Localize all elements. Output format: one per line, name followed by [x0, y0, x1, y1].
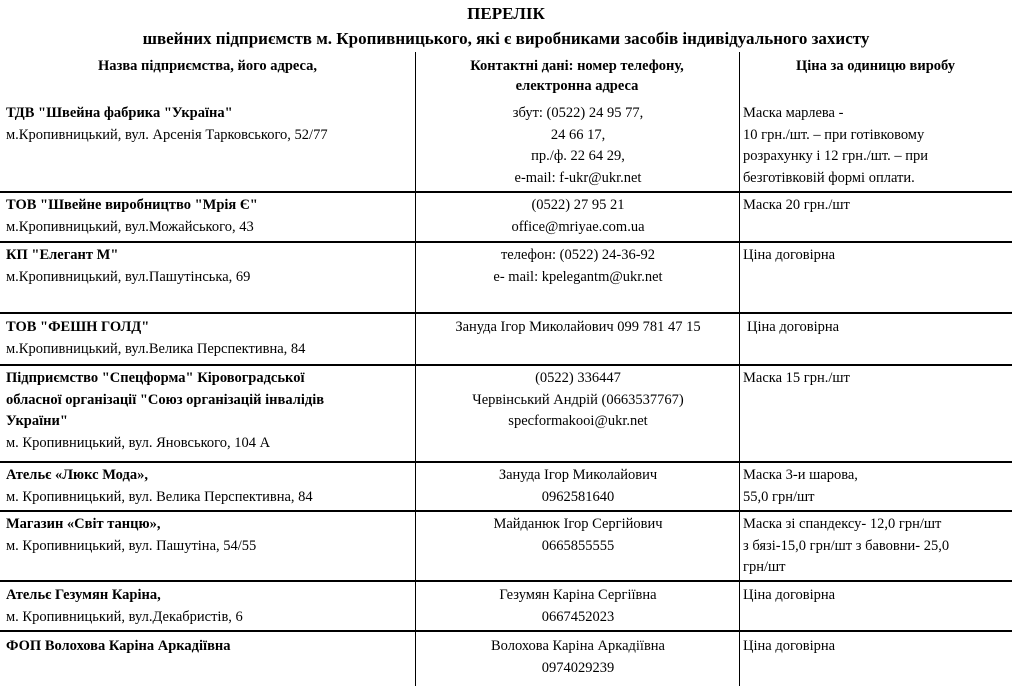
price-line: Маска 3-и шарова,: [743, 467, 858, 483]
company-name: Підприємство "Спецформа" Кіровоградської: [6, 370, 305, 386]
contact-line: збут: (0522) 24 95 77,: [512, 105, 644, 121]
page-title: ПЕРЕЛІК: [467, 4, 545, 23]
price-line: Ціна договірна: [743, 587, 836, 603]
company-address: м. Кропивницький, вул.Декабристів, 6: [6, 608, 243, 625]
row-divider: [0, 191, 1012, 193]
contact-line: 24 66 17,: [550, 126, 606, 143]
price-line: 10 грн./шт. – при готівковому: [743, 126, 925, 143]
company-address: м.Кропивницький, вул. Арсенія Тарковського, 52/77: [6, 126, 328, 143]
row-divider: [0, 312, 1012, 314]
company-name: України": [6, 413, 68, 429]
price-line: грн/шт: [743, 559, 786, 575]
contact-line: Червінський Андрій (0663537767): [472, 391, 684, 408]
table-row-name: [6, 245, 416, 288]
price-line: Ціна договірна: [747, 319, 840, 335]
contact-line: Майданюк Ігор Сергійович: [493, 516, 663, 532]
table-row-price: [743, 636, 1009, 658]
contact-line: пр./ф. 22 64 29,: [531, 148, 625, 164]
price-line: 55,0 грн/шт: [743, 488, 815, 505]
column-divider: [739, 52, 740, 686]
company-name: Ательє Гезумян Каріна,: [6, 587, 161, 603]
contact-line: Зануда Ігор Миколайович 099 781 47 15: [455, 319, 701, 335]
table-row-name: [6, 368, 416, 454]
table-row-price: [743, 514, 1009, 579]
table-row-contacts: [418, 368, 738, 433]
table-row-contacts: [418, 514, 738, 557]
company-name: КП "Елегант М": [6, 247, 119, 263]
company-name: обласної організації "Союз організацій інвалідів: [6, 391, 325, 408]
company-name: ФОП Волохова Каріна Аркадіївна: [6, 638, 231, 654]
row-divider: [0, 510, 1012, 512]
company-address: м.Кропивницький, вул.Велика Перспективна, 84: [6, 340, 306, 357]
contact-line: (0522) 27 95 21: [531, 197, 625, 213]
contact-line: Гезумян Каріна Сергіївна: [499, 587, 657, 603]
price-line: Маска 15 грн./шт: [743, 370, 850, 386]
price-line: безготівковій формі оплати.: [743, 169, 915, 186]
price-line: Маска зі спандексу- 12,0 грн/шт: [743, 516, 942, 532]
header-price-label: Ціна за одиницю виробу: [796, 58, 955, 74]
header-name-label: Назва підприємства, його адреса,: [97, 58, 318, 74]
header-contacts: [415, 56, 739, 96]
row-divider: [0, 630, 1012, 632]
table-row-contacts: [418, 245, 738, 288]
table-row-price: [743, 368, 1009, 390]
price-line: Ціна договірна: [743, 638, 836, 654]
page-subtitle: швейних підприємств м. Кропивницького, які є виробниками засобів індивідуального захисту: [142, 29, 870, 48]
table-row-contacts: [418, 103, 738, 189]
table-row-name: [6, 103, 416, 146]
table-row-name: [6, 465, 416, 508]
company-address: м. Кропивницький, вул. Яновського, 104 А: [6, 434, 271, 451]
header-contacts-line1: Контактні дані: номер телефону,: [470, 58, 684, 74]
table-row-price: [743, 195, 1009, 217]
row-divider: [0, 241, 1012, 243]
row-divider: [0, 580, 1012, 582]
table-row-name: [6, 636, 416, 658]
contact-line: 0962581640: [541, 488, 615, 505]
table-row-contacts: [418, 317, 738, 339]
company-address: м. Кропивницький, вул. Велика Перспективна, 84: [6, 488, 313, 505]
contact-email: specformakooi@ukr.net: [508, 413, 648, 429]
price-line: Ціна договірна: [743, 247, 836, 263]
table-row-contacts: [418, 636, 738, 679]
table-row-contacts: [418, 195, 738, 238]
table-row-name: [6, 195, 416, 238]
table-row-name: [6, 585, 416, 628]
company-name: ТОВ "Швейне виробництво "Мрія Є": [6, 197, 258, 213]
contact-email: e-mail: f-ukr@ukr.net: [514, 169, 642, 186]
contact-line: (0522) 336447: [535, 370, 621, 386]
contact-line: 0665855555: [541, 537, 615, 554]
contact-line: Зануда Ігор Миколайович: [498, 467, 658, 483]
table-row-price: [743, 465, 1009, 508]
table-row-name: [6, 514, 416, 557]
contact-email: office@mriyae.com.ua: [511, 218, 645, 235]
contact-line: 0667452023: [541, 608, 615, 625]
company-name: ТОВ "ФЕШН ГОЛД": [6, 319, 150, 335]
table-row-price: [743, 103, 1009, 189]
contact-line: 0974029239: [541, 659, 615, 676]
row-divider: [0, 364, 1012, 366]
table-row-contacts: [418, 585, 738, 628]
price-line: Маска марлева -: [743, 105, 844, 121]
company-name: ТДВ "Швейна фабрика "Україна": [6, 105, 233, 121]
company-name: Магазин «Світ танцю»,: [6, 516, 161, 532]
company-name: Ательє «Люкс Мода»,: [6, 467, 148, 483]
table-row-contacts: [418, 465, 738, 508]
row-divider: [0, 461, 1012, 463]
table-row-price: [743, 245, 1009, 267]
table-row-name: [6, 317, 416, 360]
header-price: [739, 56, 1012, 76]
header-contacts-line2: електронна адреса: [515, 78, 639, 94]
contact-email: e- mail: kpelegantm@ukr.net: [493, 268, 663, 285]
table-row-price: [747, 317, 1012, 339]
price-line: розрахунку і 12 грн./шт. – при: [743, 148, 929, 164]
company-address: м.Кропивницький, вул.Пашутінська, 69: [6, 268, 251, 285]
table-row-price: [743, 585, 1009, 607]
contact-line: телефон: (0522) 24-36-92: [500, 247, 656, 263]
header-name: [0, 56, 415, 76]
company-address: м.Кропивницький, вул.Можайського, 43: [6, 218, 254, 235]
company-address: м. Кропивницький, вул. Пашутіна, 54/55: [6, 537, 257, 554]
price-line: Маска 20 грн./шт: [743, 197, 850, 213]
price-line: з бязі-15,0 грн/шт з бавовни- 25,0: [743, 537, 950, 554]
contact-line: Волохова Каріна Аркадіївна: [491, 638, 665, 654]
